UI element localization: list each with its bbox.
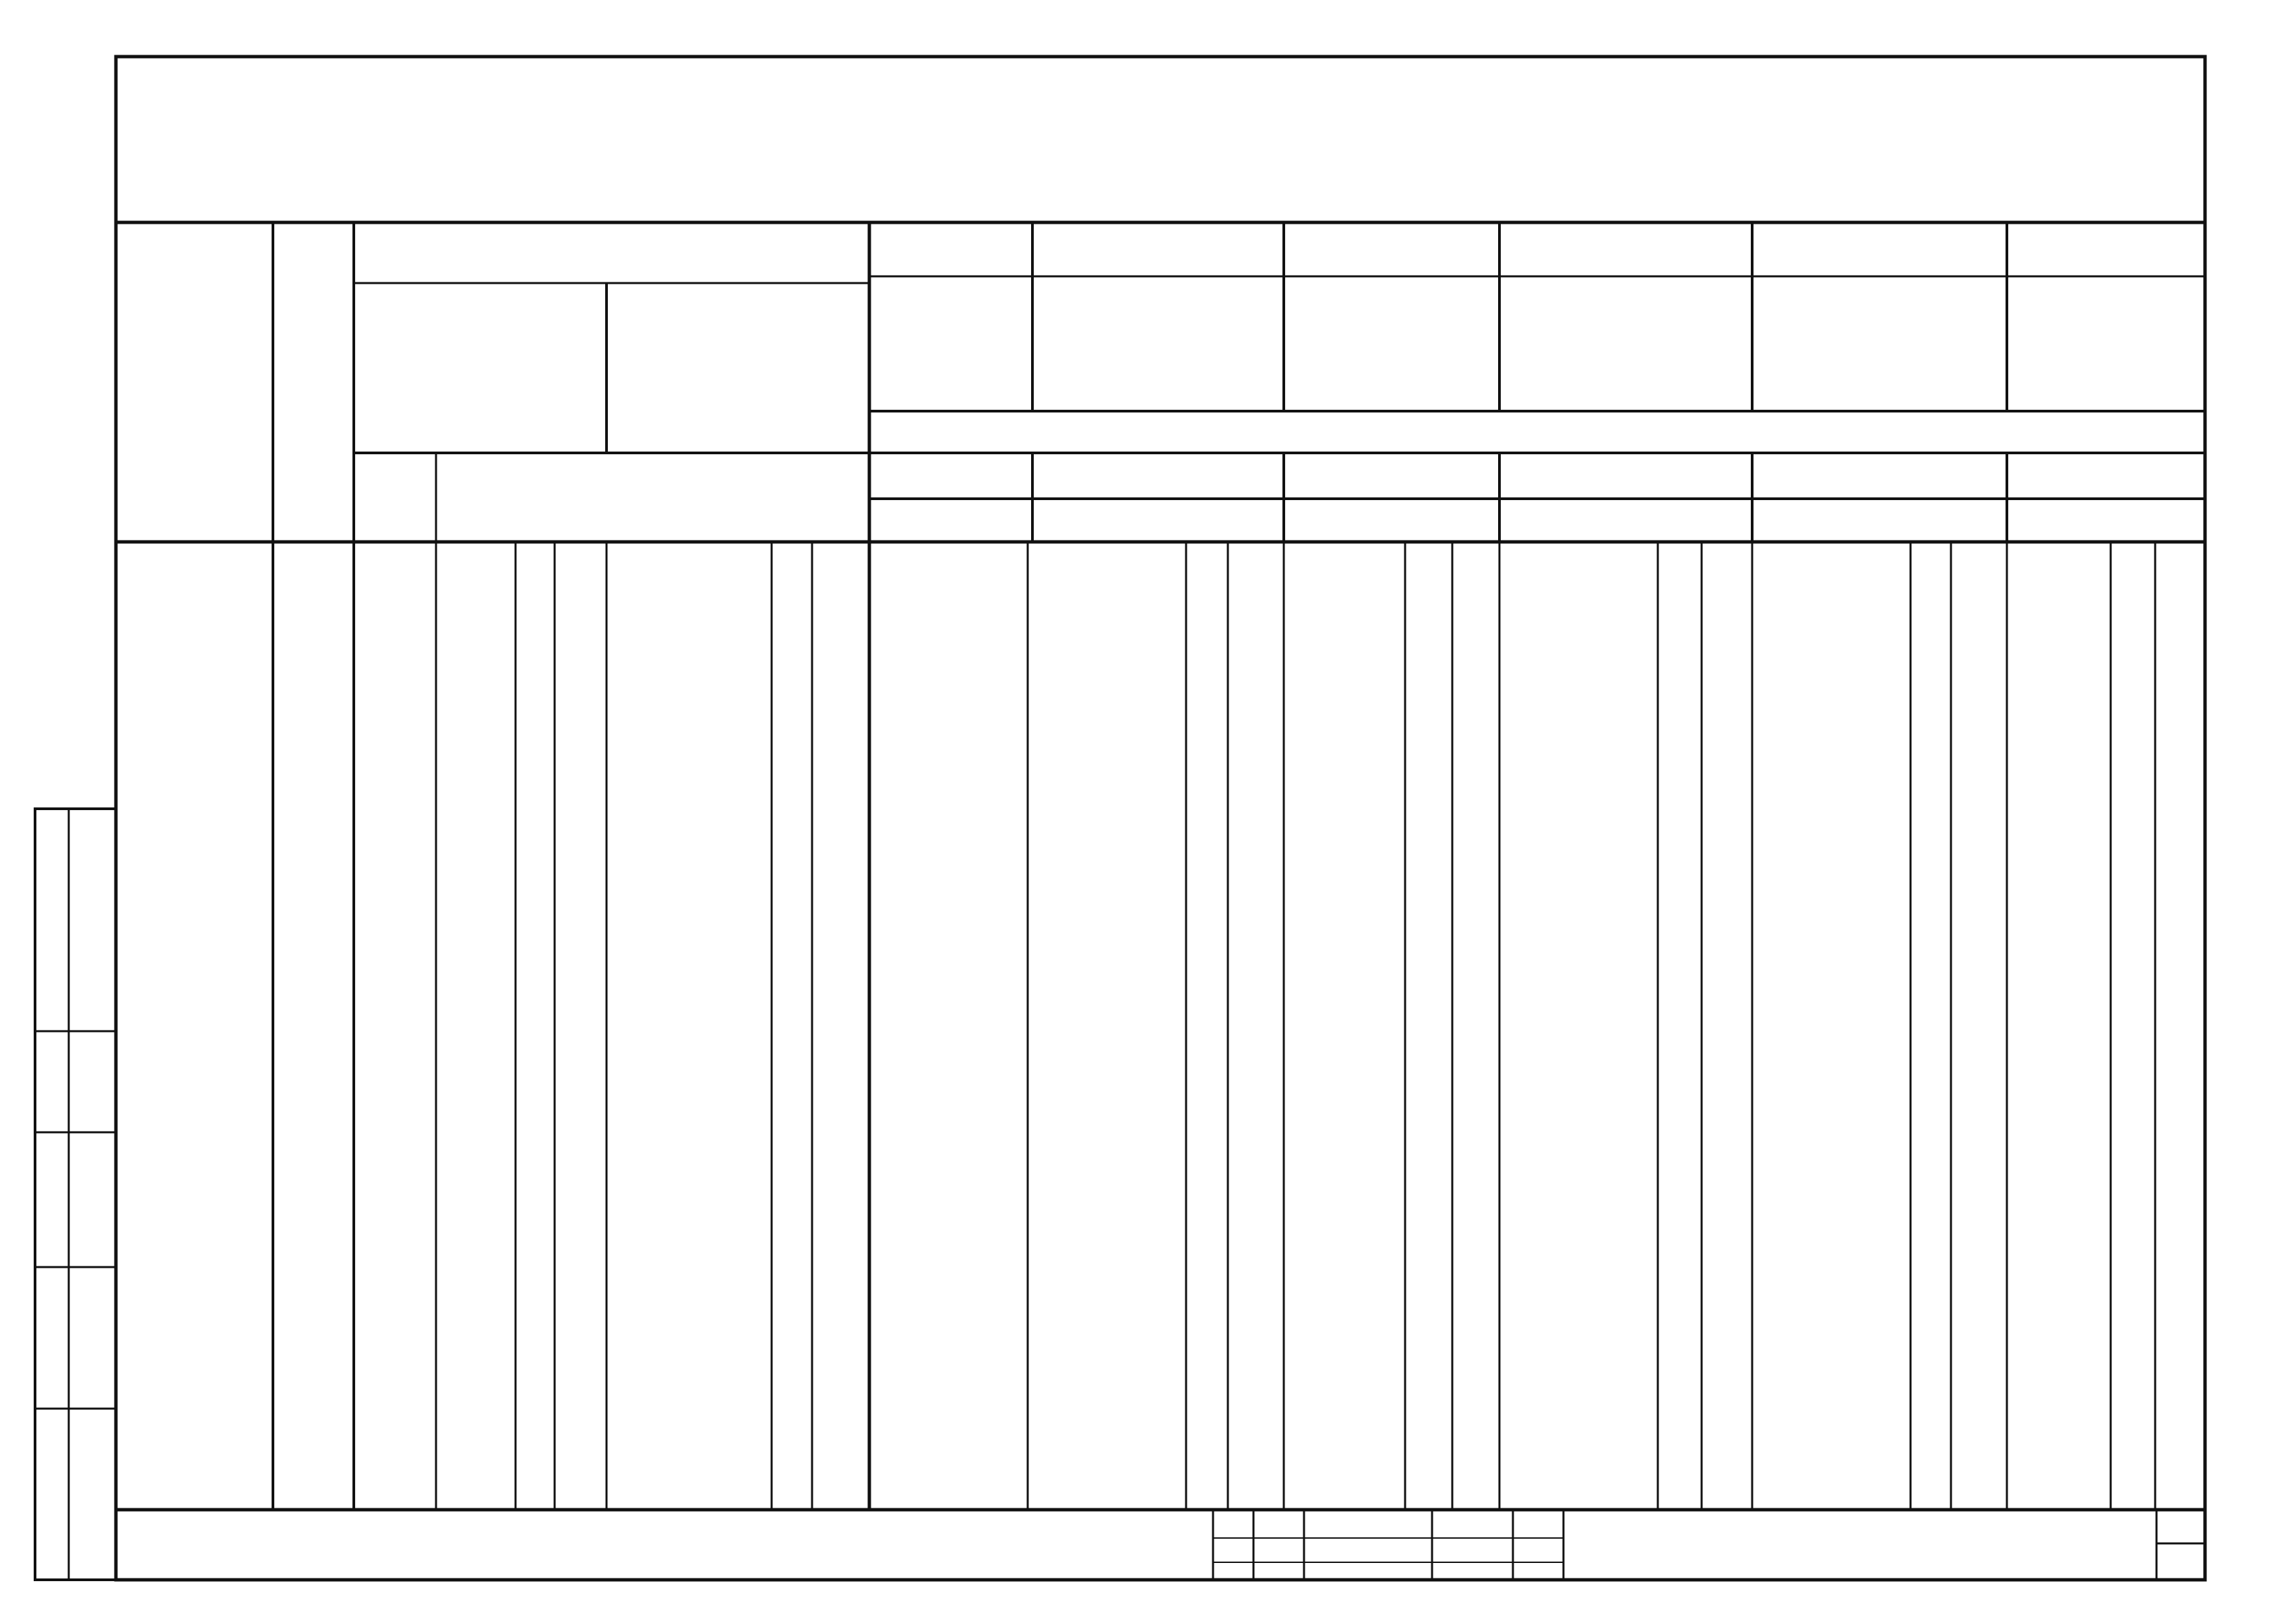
data-grid-verticals (436, 542, 2155, 1510)
outer-frame (116, 57, 2205, 1580)
title-stamp (1213, 1510, 2205, 1580)
binding-strip (35, 809, 116, 1580)
header-texts (354, 276, 2205, 283)
